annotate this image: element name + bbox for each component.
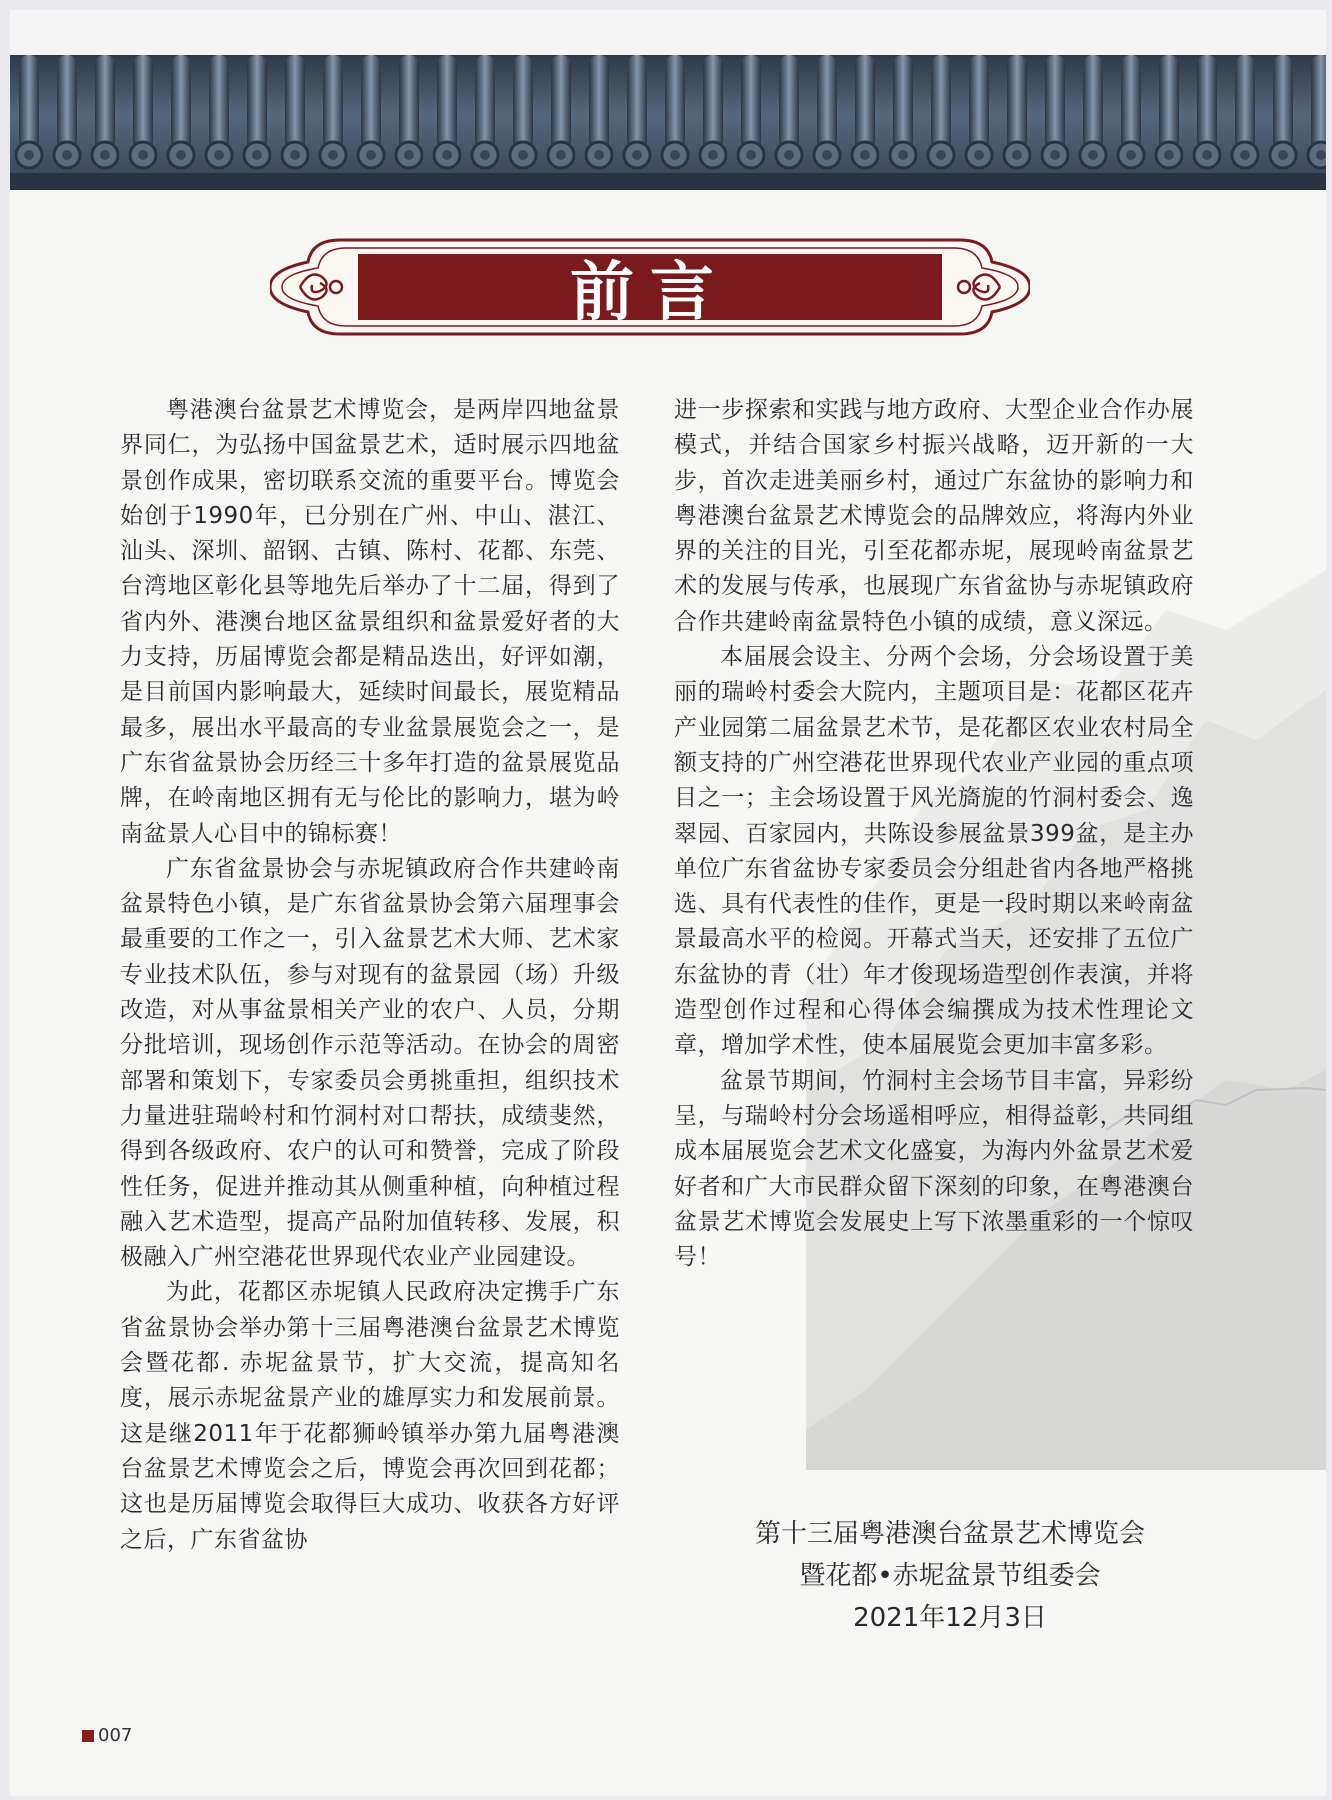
paragraph: 盆景节期间，竹洞村主会场节目丰富，异彩纷呈，与瑞岭村分会场遥相呼应，相得益彰，共同组成本届展览会艺术文化盛宴，为海内外盆景艺术爱好者和广大市民群众留下深刻的印象，在粤港澳台盆景艺术博览会发展史上写下浓墨重彩的一个惊叹号！ (674, 1067, 1194, 1271)
signature-organizer-line2: 暨花都•赤坭盆景节组委会 (799, 1561, 1101, 1591)
paragraph: 本届展会设主、分两个会场，分会场设置于美丽的瑞岭村委会大院内，主题项目是：花都区花卉产业园第二届盆景艺术节，是花都区农业农村局全额支持的广州空港花世界现代农业产业园的重点项目之一；主会场设置于风光旖旎的竹洞村委会、逸翠园、百家园内，共陈设参展盆景399盆，是主办单位广东省盆协专家委员会分组赴省内各地严格挑选、具有代表性的佳作，更是一段时期以来岭南盆景最高水平的检阅。开幕式当天，还安排了五位广东盆协的青（壮）年才俊现场造型创作表演，并将造型创作过程和心得体会编撰成为技术性理论文章，增加学术性，使本届展览会更加丰富多彩。 (674, 644, 1194, 1059)
signature-organizer-line1: 第十三届粤港澳台盆景艺术博览会 (754, 1519, 1145, 1549)
top-margin-strip (10, 10, 1326, 56)
page-number-text: 007 (98, 1725, 133, 1746)
paragraph: 粤港澳台盆景艺术博览会，是两岸四地盆景界同仁，为弘扬中国盆景艺术，适时展示四地盆景创作成果，密切联系交流的重要平台。博览会始创于1990年，已分别在广州、中山、湛江、汕头、深圳、韶钢、古镇、陈村、花都、东莞、台湾地区彰化县等地先后举办了十二届，得到了省内外、港澳台地区盆景组织和盆景爱好者的大力支持，历届博览会都是精品迭出，好评如潮，是目前国内影响最大，延续时间最长，展览精品最多，展出水平最高的专业盆景展览会之一，是广东省盆景协会历经三十多年打造的盆景展览品牌，在岭南地区拥有无与伦比的影响力，堪为岭南盆景人心目中的锦标赛！ (120, 397, 620, 847)
page-title: 前言 (570, 255, 730, 330)
paragraph: 广东省盆景协会与赤坭镇政府合作共建岭南盆景特色小镇，是广东省盆景协会第六届理事会最重要的工作之一，引入盆景艺术大师、艺术家专业技术队伍，参与对现有的盆景园（场）升级改造，对从事盆景相关产业的农户、人员，分期分批培训，现场创作示范等活动。在协会的周密部署和策划下，专家委员会勇挑重担，组织技术力量进驻瑞岭村和竹洞村对口帮扶，成绩斐然，得到各级政府、农户的认可和赞誉，完成了阶段性任务，促进并推动其从侧重种植，向种植过程融入艺术造型，提高产品附加值转移、发展，积极融入广州空港花世界现代农业产业园建设。 (120, 855, 620, 1271)
page-number (82, 1725, 132, 1746)
signature-date: 2021年12月3日 (853, 1603, 1047, 1633)
roof-tiles-banner (10, 55, 1326, 190)
paragraph: 进一步探索和实践与地方政府、大型企业合作办展模式，并结合国家乡村振兴战略，迈开新的一大步，首次走进美丽乡村，通过广东盆协的影响力和粤港澳台盆景艺术博览会的品牌效应，将海内外业界的关注的目光，引至花都赤坭，展现岭南盆景艺术的发展与传承，也展现广东省盆协与赤坭镇政府合作共建岭南盆景特色小镇的成绩，意义深远。 (674, 397, 1194, 635)
page-marker-icon (82, 1730, 94, 1742)
left-text-column (120, 393, 620, 1558)
signature-block (710, 1513, 1190, 1639)
document-page (10, 10, 1326, 1796)
paragraph: 为此，花都区赤坭镇人民政府决定携手广东省盆景协会举办第十三届粤港澳台盆景艺术博览会暨花都. 赤坭盆景节，扩大交流，提高知名度，展示赤坭盆景产业的雄厚实力和发展前景。这是继2011年于花都狮岭镇举办第九届粤港澳台盆景艺术博览会之后，博览会再次回到花都；这也是历届博览会取得巨大成功、收获各方好评之后，广东省盆协 (120, 1279, 620, 1553)
right-text-column (674, 393, 1194, 1275)
title-plaque (270, 232, 1030, 342)
